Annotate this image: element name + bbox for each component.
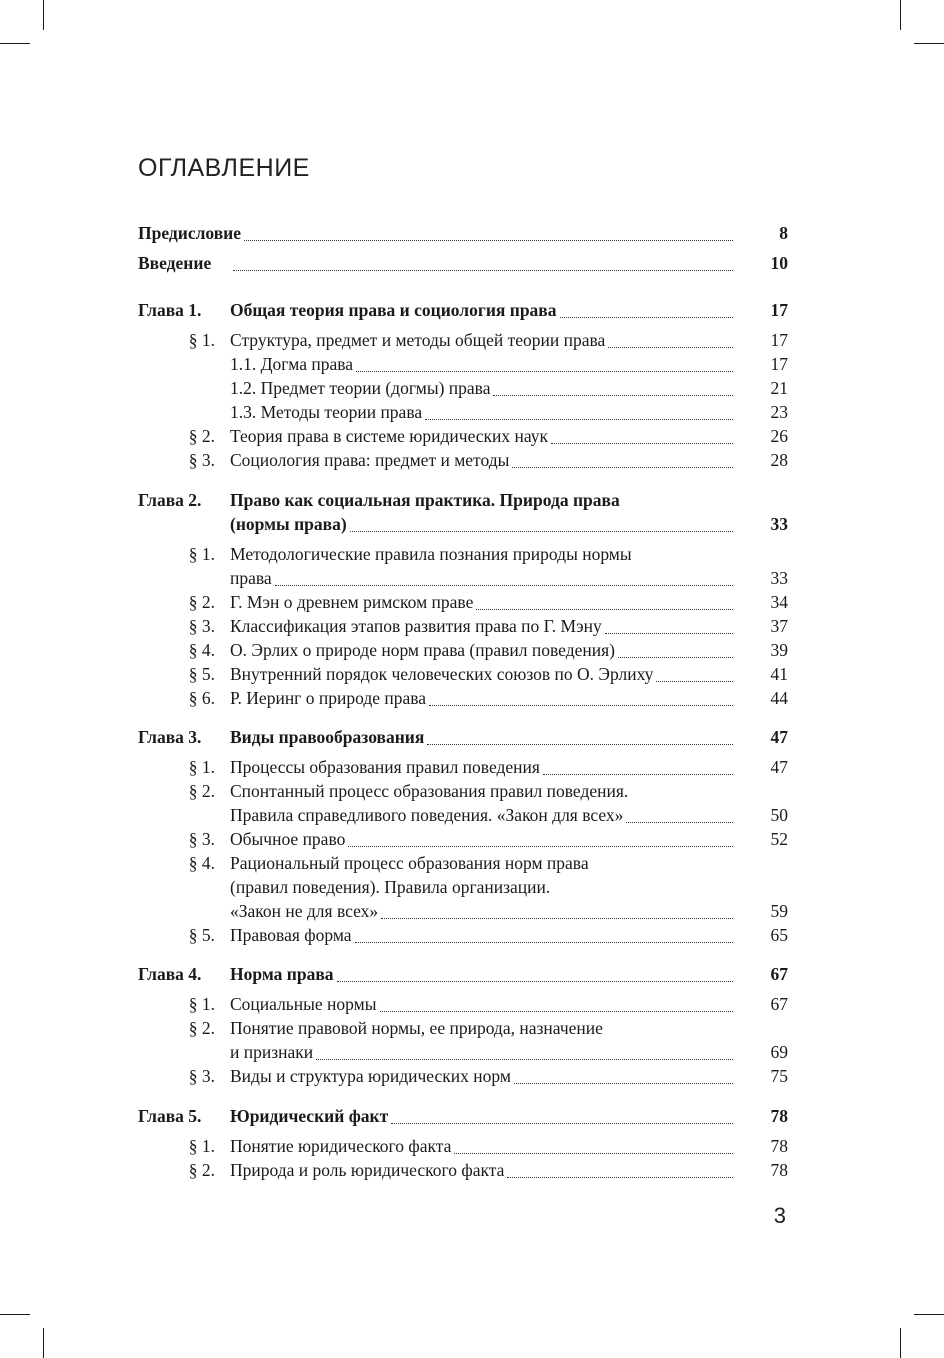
toc-entry-title: «Закон не для всех» (230, 901, 379, 921)
toc-section-row[interactable] (0, 328, 944, 352)
page-title: ОГЛАВЛЕНИЕ (138, 154, 310, 182)
toc-page-number: 75 (770, 1066, 788, 1086)
toc-page-number: 78 (770, 1160, 788, 1180)
toc-entry-title: Социальные нормы (230, 994, 377, 1014)
toc-section-row[interactable] (0, 923, 944, 947)
toc-section-number: § 5. (188, 925, 215, 945)
toc-row[interactable] (0, 1040, 944, 1064)
toc-page-number: 78 (770, 1136, 788, 1156)
toc-entry-title: О. Эрлих о природе норм права (правил поведения) (230, 640, 615, 660)
page-number: 3 (773, 1203, 786, 1228)
toc-leader-dots (355, 941, 733, 943)
toc-leader-dots (493, 394, 733, 396)
toc-page-number: 47 (770, 757, 788, 777)
toc-leader-dots (608, 346, 733, 348)
toc-leader-dots (316, 1058, 733, 1060)
toc-label: Введение (138, 253, 212, 273)
toc-section-number: § 1. (188, 1136, 215, 1156)
toc-page-number: 78 (770, 1106, 788, 1126)
toc-page-number: 50 (770, 805, 788, 825)
toc-section-row[interactable] (0, 1064, 944, 1088)
toc-section-number: § 3. (188, 829, 215, 849)
toc-leader-dots (348, 845, 733, 847)
toc-page-number: 33 (770, 568, 788, 588)
toc-page-number: 17 (770, 330, 788, 350)
toc-section-number: § 2. (188, 592, 215, 612)
toc-entry-title: и признаки (230, 1042, 314, 1062)
toc-section-row[interactable] (0, 662, 944, 686)
toc-leader-dots (507, 1176, 733, 1178)
toc-entry-title: Классификация этапов развития права по Г. Мэну (230, 616, 602, 636)
toc-section-number: § 3. (188, 450, 215, 470)
toc-section-number: § 2. (188, 1160, 215, 1180)
toc-section-row[interactable] (0, 755, 944, 779)
toc-row[interactable] (0, 899, 944, 923)
toc-section-row[interactable] (0, 1158, 944, 1182)
toc-section-row[interactable] (0, 448, 944, 472)
toc-entry-title: 1.1. Догма права (230, 354, 354, 374)
toc-page-number: 65 (770, 925, 788, 945)
toc-entry-title: Структура, предмет и методы общей теории права (230, 330, 606, 350)
toc-entry-title: Внутренний порядок человеческих союзов по О. Эрлиху (230, 664, 654, 684)
toc-row[interactable] (0, 803, 944, 827)
toc-chapter-row[interactable] (0, 962, 944, 986)
toc-leader-dots (626, 821, 733, 823)
toc-entry-title: Обычное право (230, 829, 346, 849)
toc-leader-dots (476, 608, 733, 610)
toc-row[interactable] (0, 376, 944, 400)
toc-label: Глава 2. (138, 490, 202, 510)
toc-page-number: 59 (770, 901, 788, 921)
toc-row[interactable] (0, 566, 944, 590)
toc-row[interactable] (0, 875, 944, 899)
toc-page-number: 69 (770, 1042, 788, 1062)
toc-section-number: § 3. (188, 616, 215, 636)
toc-entry-title: Общая теория права и социология права (230, 300, 557, 320)
toc-leader-dots (356, 370, 733, 372)
toc-entry-title: Р. Иеринг о природе права (230, 688, 427, 708)
toc-entry-title: Теория права в системе юридических наук (230, 426, 549, 446)
toc-page-number: 47 (770, 727, 788, 747)
toc-entry-title: Г. Мэн о древнем римском праве (230, 592, 474, 612)
toc-section-number: § 2. (188, 781, 215, 801)
toc-leader-dots (233, 269, 733, 271)
toc-entry-title: Понятие юридического факта (230, 1136, 452, 1156)
toc-leader-dots (454, 1152, 733, 1154)
toc-page-number: 8 (779, 223, 788, 243)
toc-page-number: 37 (770, 616, 788, 636)
toc-leader-dots (425, 418, 733, 420)
toc-entry-title: (правил поведения). Правила организации. (230, 877, 551, 897)
toc-leader-dots (337, 980, 733, 982)
toc-section-row[interactable] (0, 542, 944, 566)
toc-entry-title: Правовая форма (230, 925, 352, 945)
toc-label: Глава 5. (138, 1106, 202, 1126)
toc-entry-title: Виды и структура юридических норм (230, 1066, 511, 1086)
toc-entry-title: Методологические правила познания природы нормы (230, 544, 632, 564)
toc-page-number: 28 (770, 450, 788, 470)
toc-chapter-row[interactable] (0, 1104, 944, 1128)
toc-chapter-row[interactable] (0, 725, 944, 749)
toc-page-number: 44 (770, 688, 788, 708)
toc-page-number: 17 (770, 354, 788, 374)
toc-entry-title: Виды правообразования (230, 727, 425, 747)
toc-page-number: 67 (770, 994, 788, 1014)
toc-section-number: § 1. (188, 757, 215, 777)
toc-entry-title: Правила справедливого поведения. «Закон для всех» (230, 805, 624, 825)
toc-leader-dots (427, 743, 733, 745)
toc-section-number: § 2. (188, 1018, 215, 1038)
toc-page-number: 39 (770, 640, 788, 660)
toc-section-number: § 1. (188, 544, 215, 564)
toc-section-row[interactable] (0, 590, 944, 614)
toc-leader-dots (560, 316, 733, 318)
toc-label: Глава 3. (138, 727, 202, 747)
toc-leader-dots (514, 1082, 733, 1084)
toc-label: Предисловие (138, 223, 242, 243)
toc-section-number: § 4. (188, 853, 215, 873)
toc-entry-title: Понятие правовой нормы, ее природа, назначение (230, 1018, 603, 1038)
toc-chapter-row[interactable] (0, 251, 944, 275)
toc-leader-dots (429, 704, 733, 706)
toc-section-row[interactable] (0, 1016, 944, 1040)
toc-leader-dots (618, 656, 733, 658)
toc-leader-dots (244, 239, 733, 241)
toc-row[interactable] (0, 400, 944, 424)
toc-section-row[interactable] (0, 686, 944, 710)
toc-section-row[interactable] (0, 827, 944, 851)
toc-leader-dots (275, 584, 733, 586)
toc-leader-dots (381, 917, 733, 919)
toc-leader-dots (380, 1010, 733, 1012)
toc-page-number: 21 (770, 378, 788, 398)
toc-entry-title: Процессы образования правил поведения (230, 757, 540, 777)
toc-entry-title: Спонтанный процесс образования правил поведения. (230, 781, 629, 801)
toc-entry-title: Социология права: предмет и методы (230, 450, 510, 470)
toc-entry-title: Юридический факт (230, 1106, 389, 1126)
toc-chapter-row[interactable] (0, 298, 944, 322)
toc-page-number: 23 (770, 402, 788, 422)
toc-entry-title: права (230, 568, 272, 588)
toc-leader-dots (512, 466, 733, 468)
toc-page-number: 41 (770, 664, 788, 684)
toc-page-number: 26 (770, 426, 788, 446)
toc-label: Глава 1. (138, 300, 202, 320)
toc-section-row[interactable] (0, 779, 944, 803)
toc-section-row[interactable] (0, 638, 944, 662)
toc-section-number: § 6. (188, 688, 215, 708)
toc-chapter-row[interactable] (0, 488, 944, 512)
toc-page-number: 34 (770, 592, 788, 612)
toc-section-number: § 1. (188, 994, 215, 1014)
toc-entry-title: 1.3. Методы теории права (230, 402, 423, 422)
toc-row[interactable] (0, 512, 944, 536)
toc-leader-dots (656, 680, 733, 682)
toc-entry-title: Право как социальная практика. Природа права (230, 490, 620, 510)
toc-section-number: § 1. (188, 330, 215, 350)
toc-section-row[interactable] (0, 1134, 944, 1158)
toc-section-number: § 4. (188, 640, 215, 660)
toc-leader-dots (605, 632, 733, 634)
toc-row[interactable] (0, 352, 944, 376)
toc-page-number: 52 (770, 829, 788, 849)
toc-entry-title: 1.2. Предмет теории (догмы) права (230, 378, 491, 398)
toc-leader-dots (350, 530, 733, 532)
toc-section-row[interactable] (0, 424, 944, 448)
toc-section-row[interactable] (0, 851, 944, 875)
toc-leader-dots (391, 1122, 733, 1124)
toc-label: Глава 4. (138, 964, 202, 984)
toc-entry-title: Рациональный процесс образования норм права (230, 853, 589, 873)
toc-page-number: 67 (770, 964, 788, 984)
toc-page-number: 10 (770, 253, 788, 273)
toc-chapter-row[interactable] (0, 221, 944, 245)
toc-page-number: 17 (770, 300, 788, 320)
toc-entry-title: Природа и роль юридического факта (230, 1160, 505, 1180)
toc-section-row[interactable] (0, 992, 944, 1016)
toc-leader-dots (551, 442, 733, 444)
toc-section-number: § 2. (188, 426, 215, 446)
toc-entry-title: (нормы права) (230, 514, 347, 534)
toc-section-number: § 3. (188, 1066, 215, 1086)
toc-leader-dots (543, 773, 733, 775)
toc-section-row[interactable] (0, 614, 944, 638)
toc-page-number: 33 (770, 514, 788, 534)
toc-section-number: § 5. (188, 664, 215, 684)
toc-entry-title: Норма права (230, 964, 334, 984)
